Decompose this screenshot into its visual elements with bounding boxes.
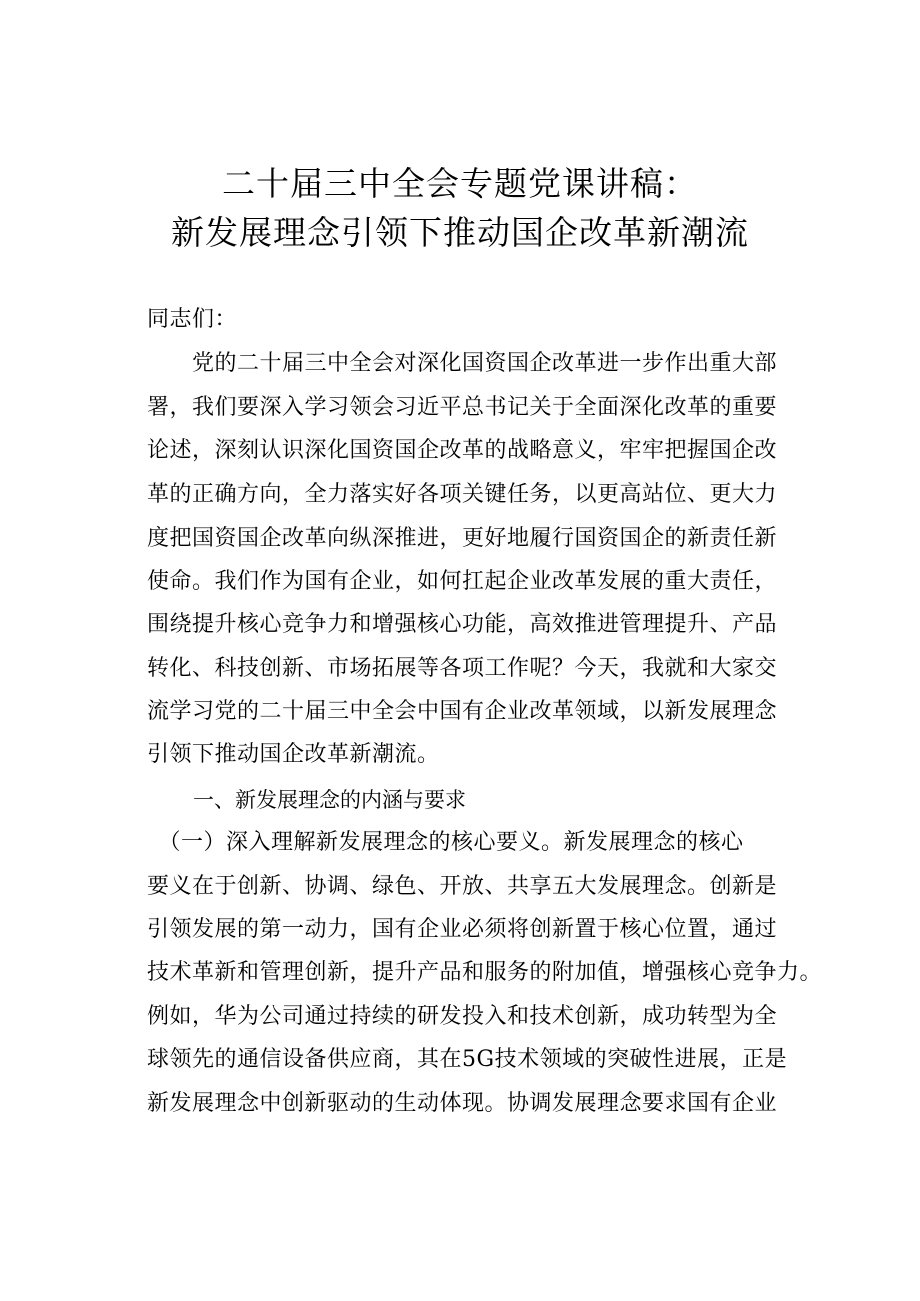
- document-title-line-2: 新发展理念引领下推动国企改革新潮流: [171, 213, 749, 252]
- paragraph-line: 引领发展的第一动力，国有企业必须将创新置于核心位置，通过: [147, 917, 778, 942]
- paragraph-line: 技术革新和管理创新，提升产品和服务的附加值，增强核心竞争力。: [147, 960, 823, 985]
- paragraph-line: 引领下推动国企改革新潮流。: [147, 742, 440, 767]
- paragraph-line: 球领先的通信设备供应商，其在5G技术领域的突破性进展，正是: [147, 1047, 788, 1072]
- document-title-line-1: 二十届三中全会专题党课讲稿：: [222, 164, 698, 203]
- paragraph-line: 度把国资国企改革向纵深推进，更好地履行国资国企的新责任新: [147, 526, 778, 551]
- paragraph-line: 使命。我们作为国有企业，如何扛起企业改革发展的重大责任，: [147, 569, 778, 594]
- paragraph-line: 署，我们要深入学习领会习近平总书记关于全面深化改革的重要: [147, 395, 778, 420]
- section-heading: 一、新发展理念的内涵与要求: [193, 788, 466, 812]
- paragraph-line: 党的二十届三中全会对深化国资国企改革进一步作出重大部: [147, 351, 778, 376]
- paragraph-line: 围绕提升核心竞争力和增强核心功能，高效推进管理提升、产品: [147, 612, 778, 637]
- paragraph-line: 流学习党的二十届三中全会中国有企业改革领域，以新发展理念: [147, 699, 778, 724]
- paragraph-line: 新发展理念中创新驱动的生动体现。协调发展理念要求国有企业: [147, 1091, 778, 1116]
- paragraph-line: 要义在于创新、协调、绿色、开放、共享五大发展理念。创新是: [147, 874, 778, 899]
- paragraph-line: （一）深入理解新发展理念的核心要义。新发展理念的核心: [147, 830, 744, 855]
- salutation: 同志们：: [147, 307, 238, 332]
- paragraph-line: 革的正确方向，全力落实好各项关键任务，以更高站位、更大力: [147, 482, 778, 507]
- paragraph-line: 论述，深刻认识深化国资国企改革的战略意义，牢牢把握国企改: [147, 438, 778, 463]
- paragraph-line: 转化、科技创新、市场拓展等各项工作呢？今天，我就和大家交: [147, 656, 778, 681]
- paragraph-line: 例如，华为公司通过持续的研发投入和技术创新，成功转型为全: [147, 1004, 778, 1029]
